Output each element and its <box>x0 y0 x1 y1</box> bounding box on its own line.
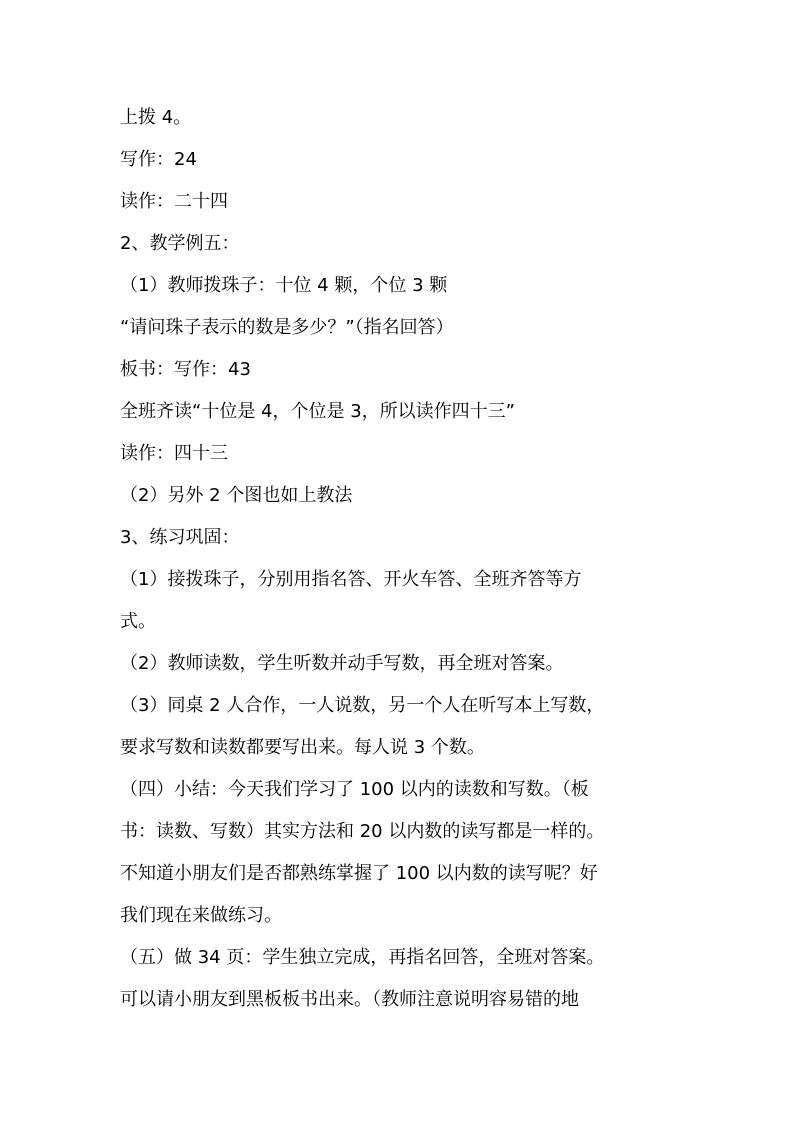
text-line: 式。 <box>120 611 156 632</box>
text-line: （2）另外 2 个图也如上教法 <box>120 485 353 506</box>
text-line: （五）做 34 页：学生独立完成，再指名回答，全班对答案。 <box>120 947 605 968</box>
section-heading: 3、练习巩固： <box>120 527 240 548</box>
text-line: （3）同桌 2 人合作，一人说数，另一个人在听写本上写数， <box>120 695 605 716</box>
text-line: （四）小结：今天我们学习了 100 以内的读数和写数。（板 <box>120 779 589 800</box>
text-line: 写作：24 <box>120 149 197 170</box>
text-line: 板书：写作：43 <box>120 359 251 380</box>
text-line: 我们现在来做练习。 <box>120 905 282 926</box>
text-line: 不知道小朋友们是否都熟练掌握了 100 以内数的读写呢？好 <box>120 863 598 884</box>
text-line: 读作：四十三 <box>120 443 228 464</box>
text-line: 全班齐读“十位是 4，个位是 3，所以读作四十三” <box>120 401 515 422</box>
text-line: （1）接拨珠子，分别用指名答、开火车答、全班齐答等方 <box>120 569 582 590</box>
text-line: 书：读数、写数）其实方法和 20 以内数的读写都是一样的。 <box>120 821 605 842</box>
text-line: 可以请小朋友到黑板板书出来。（教师注意说明容易错的地 <box>120 989 579 1010</box>
text-line: “请问珠子表示的数是多少？”（指名回答） <box>120 317 454 338</box>
text-line: （1）教师拨珠子：十位 4 颗，个位 3 颗 <box>120 275 448 296</box>
text-line: 上拨 4。 <box>120 107 192 128</box>
text-line: 读作：二十四 <box>120 191 228 212</box>
text-line: （2）教师读数，学生听数并动手写数，再全班对答案。 <box>120 653 564 674</box>
text-line: 要求写数和读数都要写出来。每人说 3 个数。 <box>120 737 485 758</box>
section-heading: 2、教学例五： <box>120 233 240 254</box>
